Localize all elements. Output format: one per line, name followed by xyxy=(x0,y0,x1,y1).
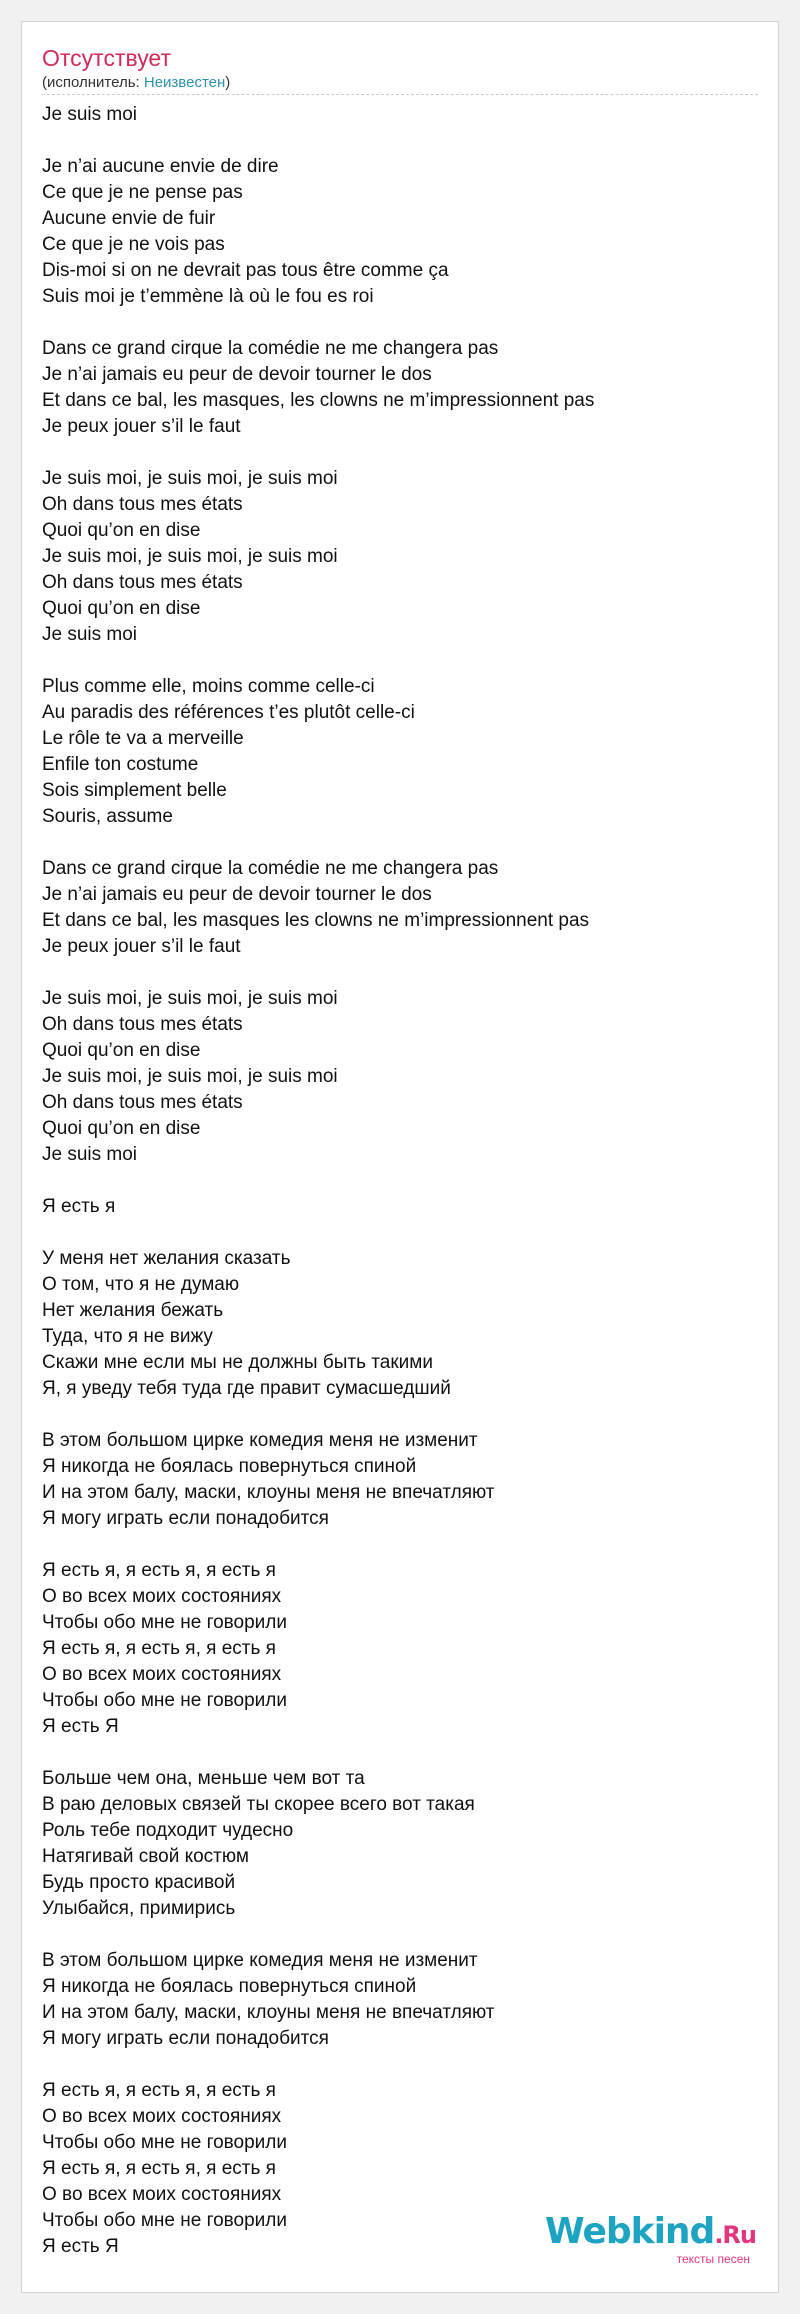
lyric-line: Dans ce grand cirque la comédie ne me changera pas xyxy=(42,858,499,879)
lyrics-body xyxy=(42,102,758,2286)
artist-prefix: (исполнитель: xyxy=(42,74,144,91)
lyric-line: Quoi qu’on en dise xyxy=(42,598,201,619)
lyric-line: Я есть я, я есть я, я есть я xyxy=(42,1560,276,1581)
lyric-line: Je n’ai jamais eu peur de devoir tourner le dos xyxy=(42,364,432,385)
lyric-line: Plus comme elle, moins comme celle-ci xyxy=(42,676,375,697)
lyric-line: Нет желания бежать xyxy=(42,1300,224,1321)
lyric-line: Я есть я xyxy=(42,1196,116,1217)
lyric-line: В этом большом цирке комедия меня не изменит xyxy=(42,1950,478,1971)
lyric-line: Скажи мне если мы не должны быть такими xyxy=(42,1352,433,1373)
lyrics-stanza xyxy=(42,1766,758,1922)
lyric-line: Будь просто красивой xyxy=(42,1872,236,1893)
lyric-line: Je suis moi xyxy=(42,1144,138,1165)
lyric-line: Ce que je ne pense pas xyxy=(42,182,243,203)
artist-suffix: ) xyxy=(225,74,231,91)
lyric-line: Чтобы обо мне не говорили xyxy=(42,2210,287,2231)
logo-wordmark xyxy=(545,2213,756,2254)
lyric-line: Я никогда не боялась повернуться спиной xyxy=(42,1456,417,1477)
song-title: Отсутствует xyxy=(42,45,171,71)
lyric-line: Натягивай свой костюм xyxy=(42,1846,249,1867)
lyric-line: Je peux jouer s’il le faut xyxy=(42,936,241,957)
lyric-line: Oh dans tous mes états xyxy=(42,1014,243,1035)
lyric-line: У меня нет желания сказать xyxy=(42,1248,291,1269)
lyric-line: Sois simplement belle xyxy=(42,780,227,801)
lyrics-stanza xyxy=(42,102,758,128)
artist-link[interactable]: Неизвестен xyxy=(143,74,226,91)
lyrics-stanza xyxy=(42,1948,758,2052)
lyric-line: Oh dans tous mes états xyxy=(42,494,243,515)
lyric-line: В раю деловых связей ты скорее всего вот такая xyxy=(42,1794,475,1815)
lyrics-card xyxy=(21,21,779,2293)
lyric-line: Я, я уведу тебя туда где правит сумасшедший xyxy=(42,1378,451,1399)
lyric-line: Je suis moi, je suis moi, je suis moi xyxy=(42,546,338,567)
logo-brand: Webkind xyxy=(545,2211,715,2252)
lyric-line: Я есть я, я есть я, я есть я xyxy=(42,1638,276,1659)
lyrics-stanza xyxy=(42,466,758,648)
lyric-line: Enfile ton costume xyxy=(42,754,199,775)
lyric-line: Я есть я, я есть я, я есть я xyxy=(42,2158,276,2179)
lyric-line: Le rôle te va a merveille xyxy=(42,728,244,749)
lyric-line: Я есть Я xyxy=(42,1716,119,1737)
lyric-line: О во всех моих состояниях xyxy=(42,1586,282,1607)
lyric-line: Quoi qu’on en dise xyxy=(42,1118,201,1139)
lyric-line: Я могу играть если понадобится xyxy=(42,1508,329,1529)
lyric-line: Je suis moi xyxy=(42,104,138,125)
lyric-line: Je suis moi, je suis moi, je suis moi xyxy=(42,988,338,1009)
lyric-line: Et dans ce bal, les masques les clowns ne m’impressionnent pas xyxy=(42,910,590,931)
lyric-line: О во всех моих состояниях xyxy=(42,1664,282,1685)
lyric-line: Dis-moi si on ne devrait pas tous être comme ça xyxy=(42,260,449,281)
lyric-line: Et dans ce bal, les masques, les clowns ne m’impressionnent pas xyxy=(42,390,595,411)
lyric-line: Чтобы обо мне не говорили xyxy=(42,1690,287,1711)
lyric-line: Suis moi je t’emmène là où le fou es roi xyxy=(42,286,374,307)
lyric-line: О во всех моих состояниях xyxy=(42,2184,282,2205)
lyric-line: Туда, что я не вижу xyxy=(42,1326,213,1347)
lyric-line: Oh dans tous mes états xyxy=(42,1092,243,1113)
lyric-line: Я есть Я xyxy=(42,2236,119,2257)
lyric-line: Je suis moi, je suis moi, je suis moi xyxy=(42,468,338,489)
lyric-line: Je n’ai jamais eu peur de devoir tourner le dos xyxy=(42,884,432,905)
lyric-line: Больше чем она, меньше чем вот та xyxy=(42,1768,365,1789)
lyric-line: О том, что я не думаю xyxy=(42,1274,240,1295)
lyric-line: Au paradis des références t’es plutôt celle-ci xyxy=(42,702,415,723)
lyrics-stanza xyxy=(42,986,758,1168)
lyric-line: Я никогда не боялась повернуться спиной xyxy=(42,1976,417,1997)
lyric-line: Je peux jouer s’il le faut xyxy=(42,416,241,437)
lyric-line: В этом большом цирке комедия меня не изменит xyxy=(42,1430,478,1451)
lyric-line: Je suis moi, je suis moi, je suis moi xyxy=(42,1066,338,1087)
header-divider xyxy=(42,94,758,95)
lyric-line: Aucune envie de fuir xyxy=(42,208,216,229)
lyric-line: Dans ce grand cirque la comédie ne me changera pas xyxy=(42,338,499,359)
lyric-line: Quoi qu’on en dise xyxy=(42,1040,201,1061)
logo-tagline: тексты песен xyxy=(676,2252,750,2266)
lyric-line: Роль тебе подходит чудесно xyxy=(42,1820,294,1841)
lyrics-stanza xyxy=(42,1558,758,1740)
lyric-line: Je n’ai aucune envie de dire xyxy=(42,156,279,177)
lyric-line: Я есть я, я есть я, я есть я xyxy=(42,2080,276,2101)
logo-tld: .Ru xyxy=(714,2221,756,2249)
lyric-line: Ce que je ne vois pas xyxy=(42,234,225,255)
lyric-line: О во всех моих состояниях xyxy=(42,2106,282,2127)
lyric-line: Чтобы обо мне не говорили xyxy=(42,2132,287,2153)
lyrics-stanza xyxy=(42,674,758,830)
webkind-logo[interactable] xyxy=(545,2213,756,2266)
lyric-line: Souris, assume xyxy=(42,806,173,827)
lyric-line: Чтобы обо мне не говорили xyxy=(42,1612,287,1633)
lyrics-stanza xyxy=(42,154,758,310)
lyrics-stanza xyxy=(42,856,758,960)
lyrics-stanza xyxy=(42,1194,758,1220)
lyric-line: Je suis moi xyxy=(42,624,138,645)
lyrics-stanza xyxy=(42,1428,758,1532)
lyrics-stanza xyxy=(42,336,758,440)
lyric-line: И на этом балу, маски, клоуны меня не впечатляют xyxy=(42,2002,495,2023)
lyric-line: Я могу играть если понадобится xyxy=(42,2028,329,2049)
lyric-line: Quoi qu’on en dise xyxy=(42,520,201,541)
lyrics-stanza xyxy=(42,1246,758,1402)
lyric-line: И на этом балу, маски, клоуны меня не впечатляют xyxy=(42,1482,495,1503)
artist-line xyxy=(42,74,230,92)
lyric-line: Улыбайся, примирись xyxy=(42,1898,236,1919)
lyric-line: Oh dans tous mes états xyxy=(42,572,243,593)
